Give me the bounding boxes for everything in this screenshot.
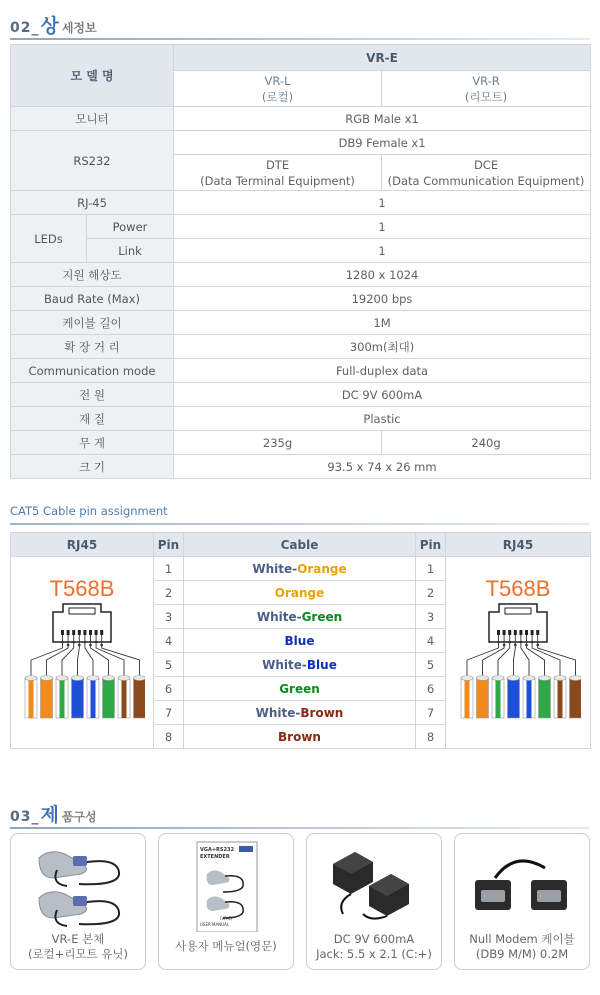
wire-end <box>87 676 99 681</box>
component-list <box>10 833 590 970</box>
link-led-label: Link <box>87 239 174 263</box>
pin-number: 8 <box>416 725 446 749</box>
extend-distance-label: 확 장 거 리 <box>11 335 174 359</box>
rj45-connector-icon <box>455 602 581 720</box>
material-label: 재 질 <box>11 407 174 431</box>
pin-number: 6 <box>154 677 184 701</box>
pin-number: 8 <box>154 725 184 749</box>
model-group: VR-E <box>174 45 591 71</box>
wire-end <box>118 676 130 681</box>
pin-number: 6 <box>416 677 446 701</box>
pin-number: 7 <box>416 701 446 725</box>
wire-junction <box>531 641 534 644</box>
connector-contact <box>61 630 64 635</box>
section-header-components <box>10 795 97 825</box>
rs232-value: DB9 Female x1 <box>174 131 591 155</box>
cable-color: White-Blue <box>184 653 416 677</box>
wire-end <box>508 676 520 681</box>
wire-junction <box>84 641 87 644</box>
section-divider <box>10 38 590 40</box>
wire-core <box>134 678 146 718</box>
wire-core <box>103 678 115 718</box>
wire-stripe <box>527 678 532 718</box>
wire-end <box>554 676 566 681</box>
standard-label: T568B <box>49 576 115 601</box>
component-card-unit <box>10 833 146 970</box>
component-card-cable <box>454 833 590 970</box>
material-value: Plastic <box>174 407 591 431</box>
rj45-diagram-right <box>446 557 591 749</box>
monitor-label: 모니터 <box>11 107 174 131</box>
cat5-title: CAT5 Cable pin assignment <box>10 504 168 518</box>
comm-mode-label: Communication mode <box>11 359 174 383</box>
wire-junction <box>503 644 506 647</box>
wire-end <box>41 676 53 681</box>
manual-cover-title: VGA+RS232 <box>200 847 234 853</box>
monitor-value: RGB Male x1 <box>174 107 591 131</box>
component-caption: DC 9V 600mA Jack: 5.5 x 2.1 (C:+) <box>316 932 432 961</box>
manual-cover-model: (VR-E) <box>220 916 233 921</box>
cable-color: White-Brown <box>184 701 416 725</box>
standard-label: T568B <box>485 576 551 601</box>
pin-number: 2 <box>154 581 184 605</box>
connector-contact <box>78 630 81 635</box>
wire-stripe <box>60 678 65 718</box>
rj45-value: 1 <box>174 191 591 215</box>
section-title-rest: 품구성 <box>61 810 97 824</box>
pin-number: 5 <box>154 653 184 677</box>
connector-contact <box>100 630 103 635</box>
connector-contact <box>536 630 539 635</box>
wire-junction <box>72 641 75 644</box>
rs232-dce: DCE (Data Communication Equipment) <box>382 155 591 191</box>
section-divider <box>10 827 590 829</box>
rs232-label: RS232 <box>11 131 174 191</box>
connector-contact <box>514 630 517 635</box>
wire-core <box>72 678 84 718</box>
wire-stripe <box>29 678 34 718</box>
wire-end <box>539 676 551 681</box>
cable-color: White-Green <box>184 605 416 629</box>
wire-end <box>492 676 504 681</box>
size-label: 크 기 <box>11 455 174 479</box>
cable-color: White-Orange <box>184 557 416 581</box>
wire-end <box>461 676 473 681</box>
baud-label: Baud Rate (Max) <box>11 287 174 311</box>
cable-color: Blue <box>184 629 416 653</box>
pin-number: 1 <box>416 557 446 581</box>
wire-stripe <box>122 678 127 718</box>
wire-core <box>570 678 582 718</box>
wire-core <box>41 678 53 718</box>
component-card-adapter <box>306 833 442 970</box>
wire-junction <box>520 641 523 644</box>
cable-color: Brown <box>184 725 416 749</box>
manual-cover-subtitle: EXTENDER <box>200 854 230 860</box>
wire-junction <box>100 644 103 647</box>
cable-color: Orange <box>184 581 416 605</box>
null-modem-cable-image <box>461 840 583 932</box>
pin-table <box>10 532 591 749</box>
weight-label: 무 게 <box>11 431 174 455</box>
cable-length-label: 케이블 길이 <box>11 311 174 335</box>
cat5-divider <box>10 523 590 525</box>
wire-stripe <box>496 678 501 718</box>
pin-header-rj45-right: RJ45 <box>446 533 591 557</box>
cable-color: Green <box>184 677 416 701</box>
wire-junction <box>89 644 92 647</box>
power-source-value: DC 9V 600mA <box>174 383 591 407</box>
pin-number: 3 <box>154 605 184 629</box>
wire-core <box>508 678 520 718</box>
wire-core <box>477 678 489 718</box>
pin-number: 5 <box>416 653 446 677</box>
user-manual-image <box>165 840 287 932</box>
pin-header-pin-left: Pin <box>154 533 184 557</box>
rj45-label: RJ-45 <box>11 191 174 215</box>
rj45-connector-icon <box>19 602 145 720</box>
weight-remote: 240g <box>382 431 591 455</box>
wire-junction <box>497 641 500 644</box>
wire-end <box>477 676 489 681</box>
pin-number: 4 <box>154 629 184 653</box>
rs232-dte: DTE (Data Terminal Equipment) <box>174 155 382 191</box>
component-caption: VR-E 본체 (로컬+리모트 유닛) <box>27 932 129 961</box>
wire-junction <box>508 641 511 644</box>
manual-cover-footer: USER MANUAL <box>200 922 230 927</box>
wire-stripe <box>558 678 563 718</box>
connector-contact <box>72 630 75 635</box>
power-adapter-image <box>313 840 435 932</box>
extender-unit-image <box>17 840 139 932</box>
component-caption: Null Modem 케이블 (DB9 M/M) 0.2M <box>469 932 575 961</box>
model-vr-r: VR-R (리모트) <box>382 71 591 107</box>
connector-contact <box>89 630 92 635</box>
connector-contact <box>497 630 500 635</box>
size-value: 93.5 x 74 x 26 mm <box>174 455 591 479</box>
model-label: 모 델 명 <box>11 45 174 107</box>
connector-contact <box>67 630 70 635</box>
connector-latch <box>69 608 95 614</box>
connector-contact <box>83 630 86 635</box>
pin-number: 7 <box>154 701 184 725</box>
pin-number: 2 <box>416 581 446 605</box>
section-number: 02_ <box>10 20 40 36</box>
connector-contact <box>519 630 522 635</box>
section-title-initial: 상 <box>40 15 59 37</box>
wire-junction <box>525 644 528 647</box>
link-led-value: 1 <box>174 239 591 263</box>
resolution-label: 지원 해상도 <box>11 263 174 287</box>
wire-junction <box>78 644 81 647</box>
wire-end <box>523 676 535 681</box>
power-source-label: 전 원 <box>11 383 174 407</box>
cable-length-value: 1M <box>174 311 591 335</box>
section-title-initial: 제 <box>40 804 59 826</box>
leds-label: LEDs <box>11 215 87 263</box>
wire-junction <box>514 644 517 647</box>
connector-latch <box>505 608 531 614</box>
spec-table <box>10 44 591 479</box>
pin-header-pin-right: Pin <box>416 533 446 557</box>
section-number: 03_ <box>10 809 40 825</box>
wire-end <box>56 676 68 681</box>
component-card-manual <box>158 833 294 970</box>
model-vr-l: VR-L (로컬) <box>174 71 382 107</box>
wire-end <box>103 676 115 681</box>
rj45-diagram-left <box>11 557 154 749</box>
connector-contact <box>503 630 506 635</box>
connector-contact <box>531 630 534 635</box>
power-led-value: 1 <box>174 215 591 239</box>
pin-number: 3 <box>416 605 446 629</box>
pin-number: 1 <box>154 557 184 581</box>
wire-core <box>539 678 551 718</box>
connector-contact <box>525 630 528 635</box>
weight-local: 235g <box>174 431 382 455</box>
wire-stripe <box>91 678 96 718</box>
wire-stripe <box>465 678 470 718</box>
power-led-label: Power <box>87 215 174 239</box>
wire-junction <box>536 644 539 647</box>
wire-end <box>134 676 146 681</box>
pin-header-rj45-left: RJ45 <box>11 533 154 557</box>
wire-end <box>570 676 582 681</box>
wire-end <box>72 676 84 681</box>
baud-value: 19200 bps <box>174 287 591 311</box>
wire-junction <box>95 641 98 644</box>
connector-contact <box>95 630 98 635</box>
section-title-rest: 세정보 <box>61 21 97 35</box>
comm-mode-value: Full-duplex data <box>174 359 591 383</box>
wire-end <box>25 676 37 681</box>
resolution-value: 1280 x 1024 <box>174 263 591 287</box>
wire-junction <box>67 644 70 647</box>
pin-header-cable: Cable <box>184 533 416 557</box>
component-caption: 사용자 메뉴얼(영문) <box>175 939 277 953</box>
section-header-spec <box>10 6 97 36</box>
extend-distance-value: 300m(최대) <box>174 335 591 359</box>
wire-junction <box>61 641 64 644</box>
connector-contact <box>508 630 511 635</box>
pin-number: 4 <box>416 629 446 653</box>
